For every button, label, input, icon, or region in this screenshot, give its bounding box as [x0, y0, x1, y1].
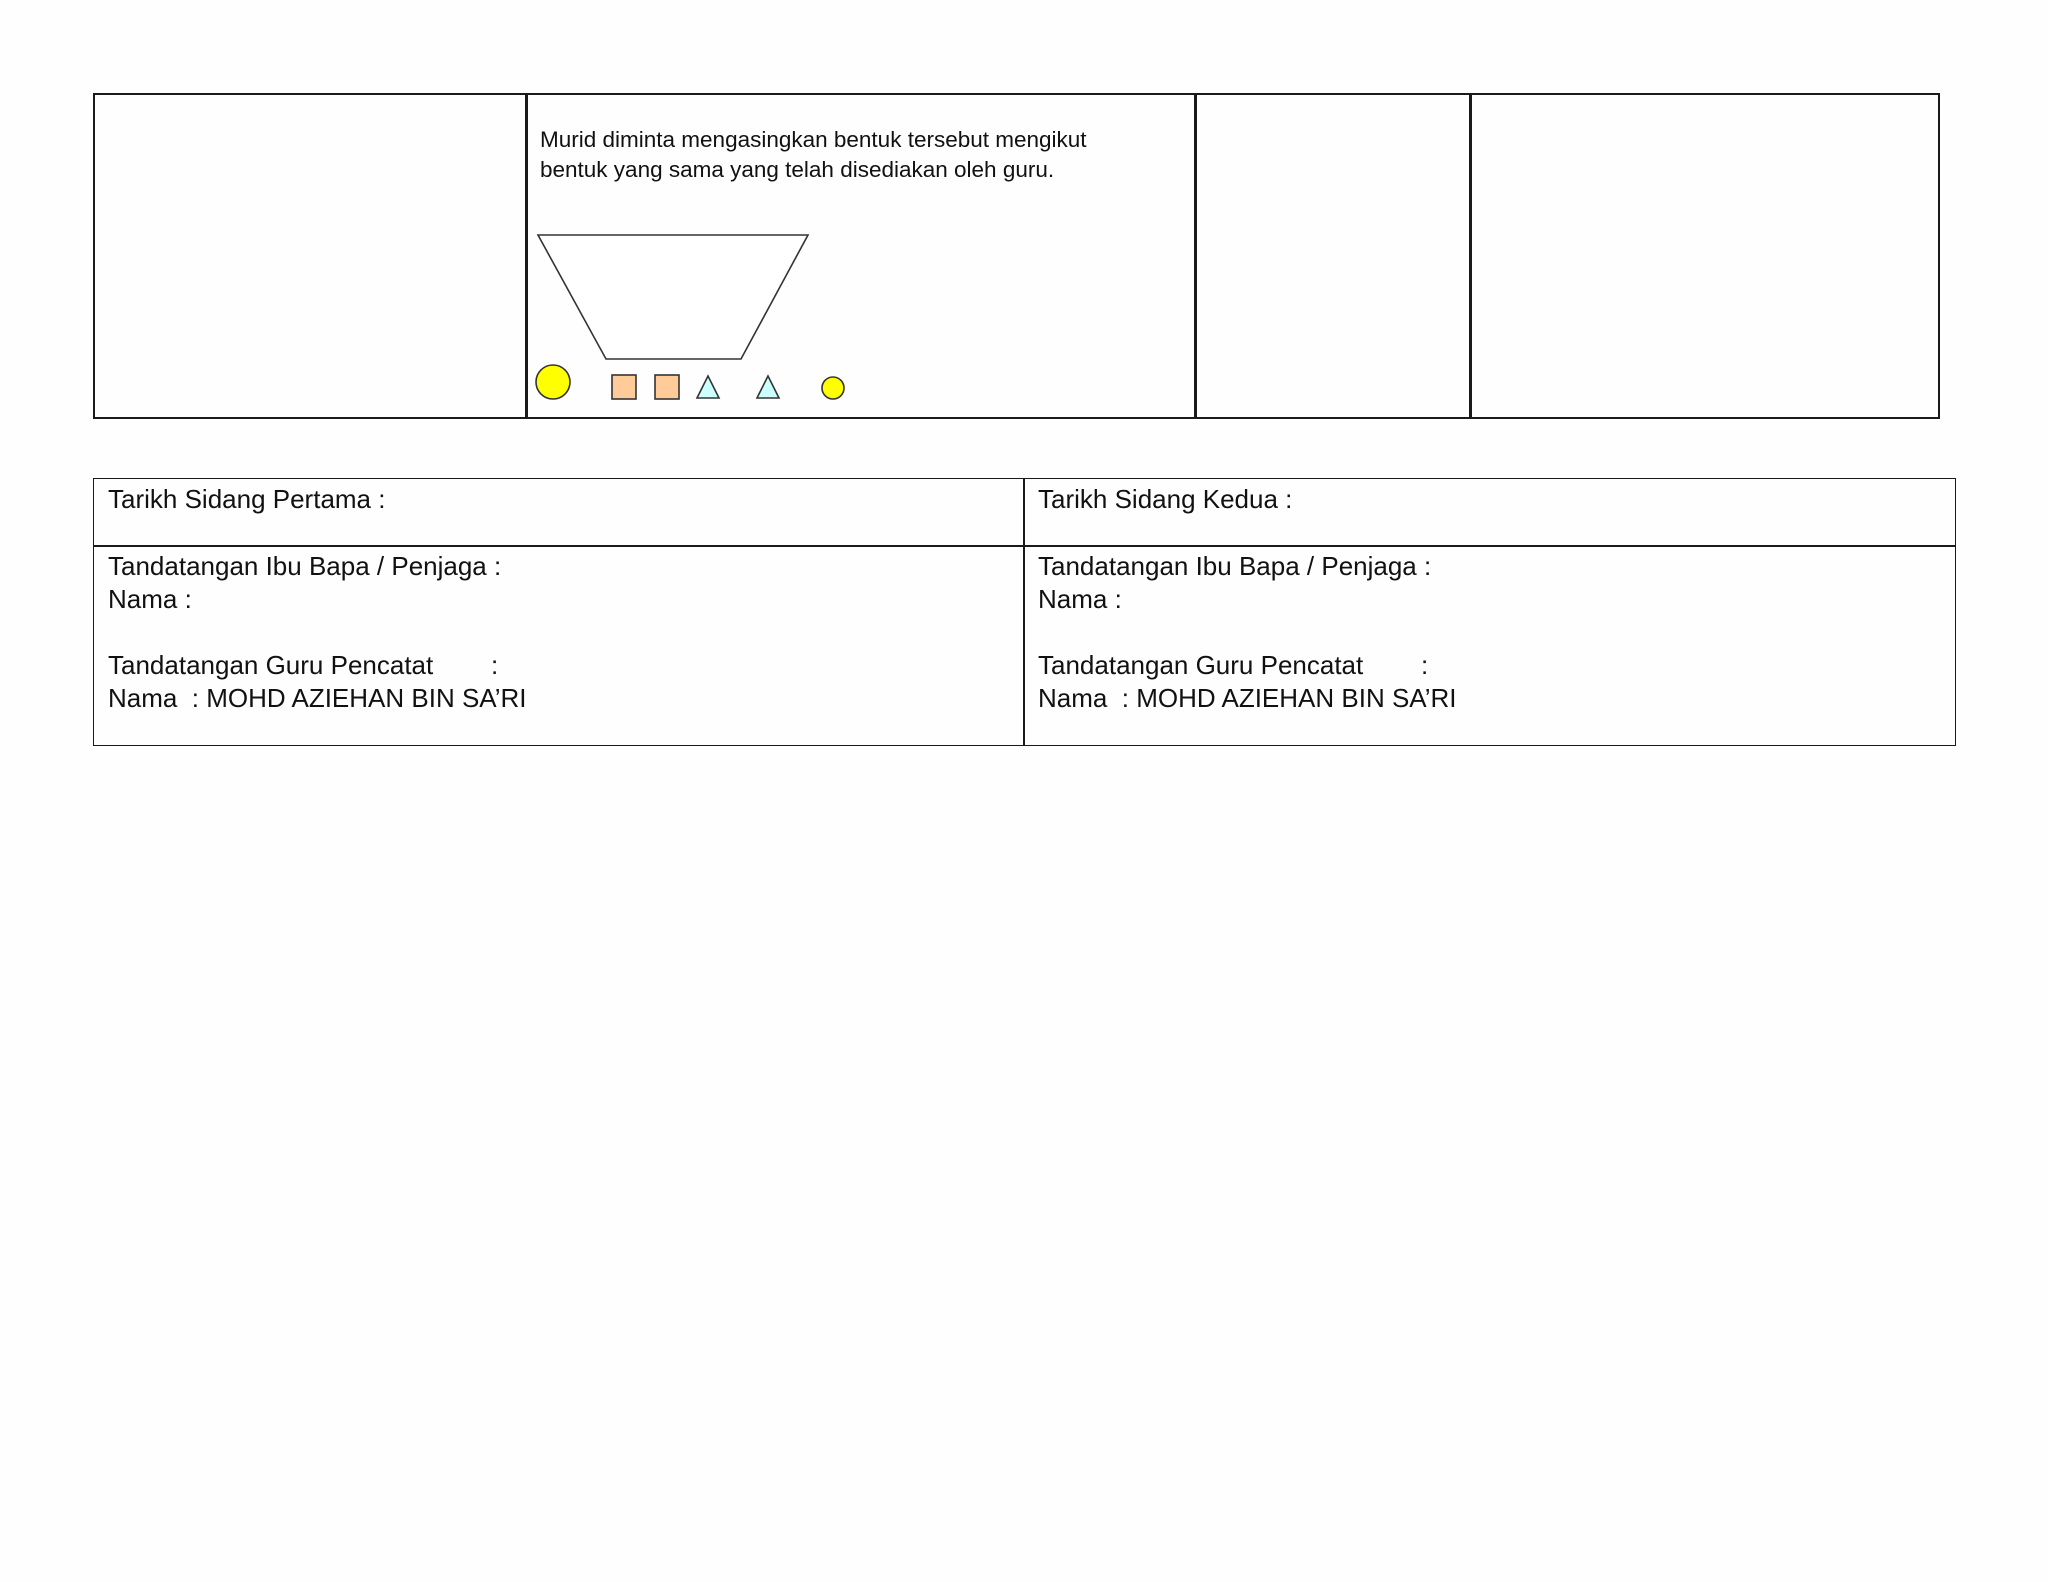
- cyan-triangle: [757, 376, 779, 398]
- teacher-signature-label: Tandatangan Guru Pencatat :: [1038, 650, 1429, 680]
- instruction-line-1: Murid diminta mengasingkan bentuk tersebut mengikut: [540, 127, 1087, 152]
- column-divider: [525, 95, 528, 417]
- small-yellow-circle: [822, 377, 844, 399]
- sorting-shapes-illustration: [535, 215, 855, 415]
- session-table: [93, 478, 1956, 746]
- parent-name-label: Nama :: [1038, 584, 1122, 614]
- parent-name-label: Nama :: [108, 584, 192, 614]
- peach-square: [655, 375, 679, 399]
- cyan-triangle: [697, 376, 719, 398]
- peach-square: [612, 375, 636, 399]
- large-yellow-circle: [536, 365, 570, 399]
- activity-cell-objective: [95, 95, 525, 417]
- teacher-name-line: Nama : MOHD AZIEHAN BIN SA’RI: [1038, 683, 1457, 713]
- second-session-date-label: Tarikh Sidang Kedua :: [1038, 484, 1293, 514]
- activity-instruction: [540, 125, 1180, 185]
- first-session-date-label: Tarikh Sidang Pertama :: [108, 484, 386, 514]
- parent-signature-label: Tandatangan Ibu Bapa / Penjaga :: [1038, 551, 1432, 581]
- column-divider: [1194, 95, 1197, 417]
- row-divider: [94, 545, 1955, 547]
- column-divider: [1469, 95, 1472, 417]
- column-divider: [1023, 479, 1025, 745]
- trapezoid-container: [538, 235, 808, 359]
- activity-table: [93, 93, 1940, 419]
- instruction-line-2: bentuk yang sama yang telah disediakan oleh guru.: [540, 157, 1055, 182]
- teacher-signature-label: Tandatangan Guru Pencatat :: [108, 650, 499, 680]
- teacher-name-line: Nama : MOHD AZIEHAN BIN SA’RI: [108, 683, 527, 713]
- parent-signature-label: Tandatangan Ibu Bapa / Penjaga :: [108, 551, 502, 581]
